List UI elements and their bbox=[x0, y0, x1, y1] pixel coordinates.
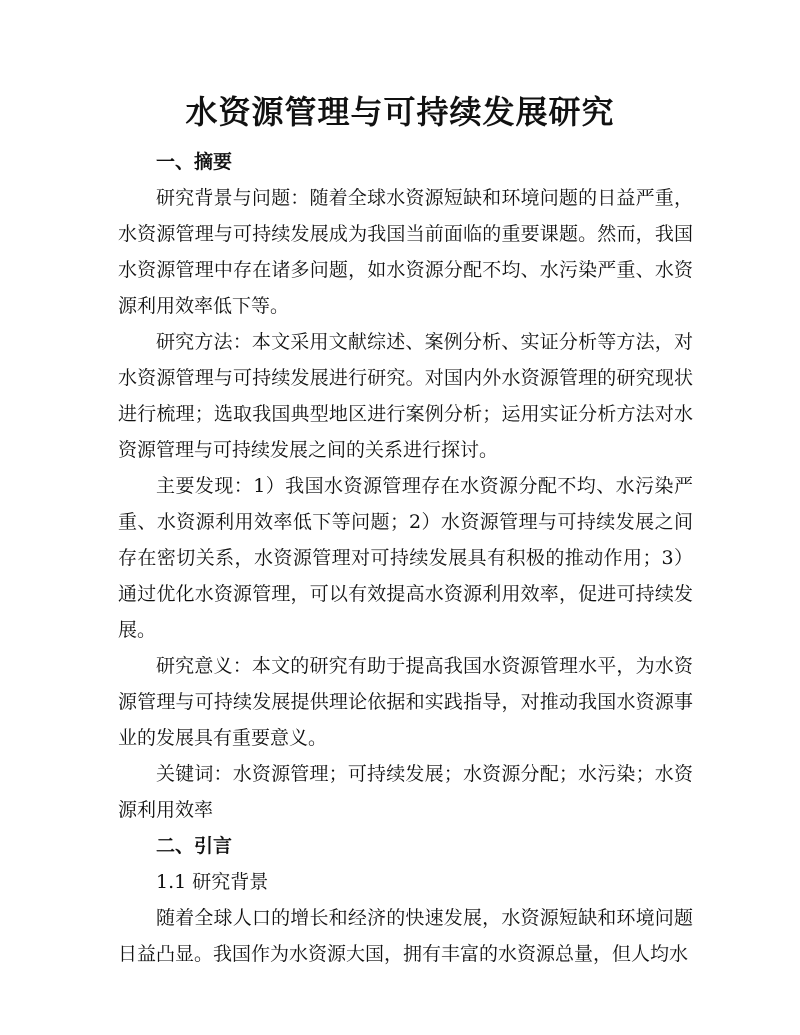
section-heading-introduction: 二、引言 bbox=[156, 835, 233, 857]
paragraph-method: 研究方法：本文采用文献综述、案例分析、实证分析等方法，对水资源管理与可持续发展进行研究。对国内外水资源管理的研究现状进行梳理；选取我国典型地区进行案例分析；运用实证分析方法对水资源管理与可持续发展之间的关系进行探讨。 bbox=[118, 331, 693, 461]
document-title: 水资源管理与可持续发展研究 bbox=[185, 93, 615, 131]
paragraph-background: 研究背景与问题：随着全球水资源短缺和环境问题的日益严重，水资源管理与可持续发展成为我国当前面临的重要课题。然而，我国水资源管理中存在诸多问题，如水资源分配不均、水污染严重、水资源利用效率低下等。 bbox=[118, 187, 693, 317]
paragraph-significance: 研究意义：本文的研究有助于提高我国水资源管理水平，为水资源管理与可持续发展提供理论依据和实践指导，对推动我国水资源事业的发展具有重要意义。 bbox=[118, 655, 693, 749]
section-heading-abstract: 一、摘要 bbox=[156, 151, 233, 173]
document-body bbox=[118, 144, 693, 972]
subsection-heading-background: 1.1 研究背景 bbox=[156, 871, 269, 893]
paragraph-findings: 主要发现：1）我国水资源管理存在水资源分配不均、水污染严重、水资源利用效率低下等问题；2）水资源管理与可持续发展之间存在密切关系，水资源管理对可持续发展具有积极的推动作用；3）通过优化水资源管理，可以有效提高水资源利用效率，促进可持续发展。 bbox=[118, 475, 693, 641]
paragraph-introduction: 随着全球人口的增长和经济的快速发展，水资源短缺和环境问题日益凸显。我国作为水资源大国，拥有丰富的水资源总量，但人均水 bbox=[118, 907, 693, 965]
paragraph-keywords: 关键词：水资源管理；可持续发展；水资源分配；水污染；水资源利用效率 bbox=[118, 763, 693, 821]
